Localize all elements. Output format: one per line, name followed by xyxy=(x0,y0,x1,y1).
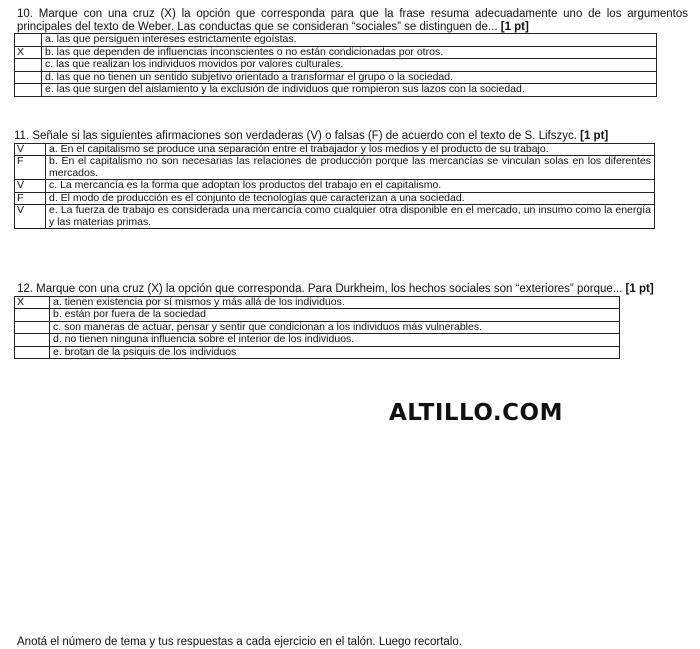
question-12-statement: 12. Marque con una cruz (X) la opción que corresponda. Para Durkheim, los hechos sociales son “exteriores” porque... xyxy=(17,283,623,295)
option-text: b. las que dependen de influencias inconscientes o no están condicionadas por otros. xyxy=(42,46,657,59)
table-row xyxy=(15,309,620,322)
option-text: a. En el capitalismo se produce una separación entre el trabajador y los medios y el producto de su trabajo. xyxy=(46,143,655,156)
table-row xyxy=(15,59,657,72)
table-row xyxy=(15,143,655,156)
answer-mark-cell[interactable] xyxy=(15,346,50,359)
table-row xyxy=(15,205,655,229)
question-11-options-table xyxy=(14,143,655,230)
option-text: e. brotan de la psiquis de los individuos xyxy=(50,346,620,359)
watermark-logo: ALTILLO.COM xyxy=(389,400,563,426)
table-row xyxy=(15,296,620,309)
option-text: d. El modo de producción es el conjunto de tecnologías que caracterizan a una sociedad. xyxy=(46,192,655,205)
answer-mark-cell[interactable] xyxy=(15,309,50,322)
table-row xyxy=(15,321,620,334)
question-10 xyxy=(17,8,688,97)
table-row xyxy=(15,334,620,347)
footer-instructions: Anotá el número de tema y tus respuestas a cada ejercicio en el talón. Luego recortalo. xyxy=(17,636,462,648)
table-row xyxy=(15,71,657,84)
answer-mark-cell[interactable]: X xyxy=(15,46,42,59)
question-10-options-table xyxy=(14,33,657,97)
question-10-text xyxy=(17,8,688,33)
option-text: e. La fuerza de trabajo es considerada una mercancía como cualquier otra disponible en el mercado, un insumo como la energía y las materias primas. xyxy=(46,205,655,229)
option-text: a. tienen existencia por sí mismos y más allá de los individuos. xyxy=(50,296,620,309)
table-row xyxy=(15,84,657,97)
answer-mark-cell[interactable] xyxy=(15,34,42,47)
table-row xyxy=(15,46,657,59)
table-row xyxy=(15,156,655,180)
answer-mark-cell[interactable] xyxy=(15,59,42,72)
answer-mark-cell[interactable] xyxy=(15,71,42,84)
answer-mark-cell[interactable] xyxy=(15,84,42,97)
answer-mark-cell[interactable]: F xyxy=(15,156,46,180)
question-12-points: [1 pt] xyxy=(625,283,654,295)
option-text: e. las que surgen del aislamiento y la exclusión de individuos que rompieron sus lazos con la sociedad. xyxy=(42,84,657,97)
question-12-text xyxy=(17,283,688,296)
question-11-statement: 11. Señale si las siguientes afirmaciones son verdaderas (V) o falsas (F) de acuerdo con el texto de S. Lifszyc. xyxy=(14,130,577,142)
answer-mark-cell[interactable]: V xyxy=(15,205,46,229)
question-12 xyxy=(17,283,688,359)
question-10-statement: 10. Marque con una cruz (X) la opción que corresponda para que la frase resuma adecuadamente uno de los argumentos principales del texto de Weber. Las conductas que se consideran “sociales” se distinguen de... xyxy=(17,8,688,33)
option-text: c. son maneras de actuar, pensar y sentir que condicionan a los individuos más vulnerables. xyxy=(50,321,620,334)
answer-mark-cell[interactable]: X xyxy=(15,296,50,309)
answer-mark-cell[interactable]: V xyxy=(15,143,46,156)
option-text: d. las que no tienen un sentido subjetivo orientado a transformar el grupo o la sociedad. xyxy=(42,71,657,84)
option-text: a. las que persiguen intereses estrictamente egoístas. xyxy=(42,34,657,47)
question-10-points: [1 pt] xyxy=(500,20,529,33)
question-11 xyxy=(14,130,688,229)
table-row xyxy=(15,192,655,205)
question-11-text xyxy=(14,130,688,143)
answer-mark-cell[interactable] xyxy=(15,321,50,334)
option-text: c. las que realizan los individuos movidos por valores culturales. xyxy=(42,59,657,72)
table-row xyxy=(15,346,620,359)
question-11-points: [1 pt] xyxy=(580,130,609,142)
answer-mark-cell[interactable] xyxy=(15,334,50,347)
option-text: b. En el capitalismo no son necesarias las relaciones de producción porque las mercancías se vinculan solas en los diferentes mercados. xyxy=(46,156,655,180)
option-text: c. La mercancía es la forma que adoptan los productos del trabajo en el capitalismo. xyxy=(46,180,655,193)
table-row xyxy=(15,34,657,47)
option-text: d. no tienen ninguna influencia sobre el interior de los individuos. xyxy=(50,334,620,347)
answer-mark-cell[interactable]: F xyxy=(15,192,46,205)
answer-mark-cell[interactable]: V xyxy=(15,180,46,193)
option-text: b. están por fuera de la sociedad xyxy=(50,309,620,322)
question-12-options-table xyxy=(14,296,620,360)
table-row xyxy=(15,180,655,193)
